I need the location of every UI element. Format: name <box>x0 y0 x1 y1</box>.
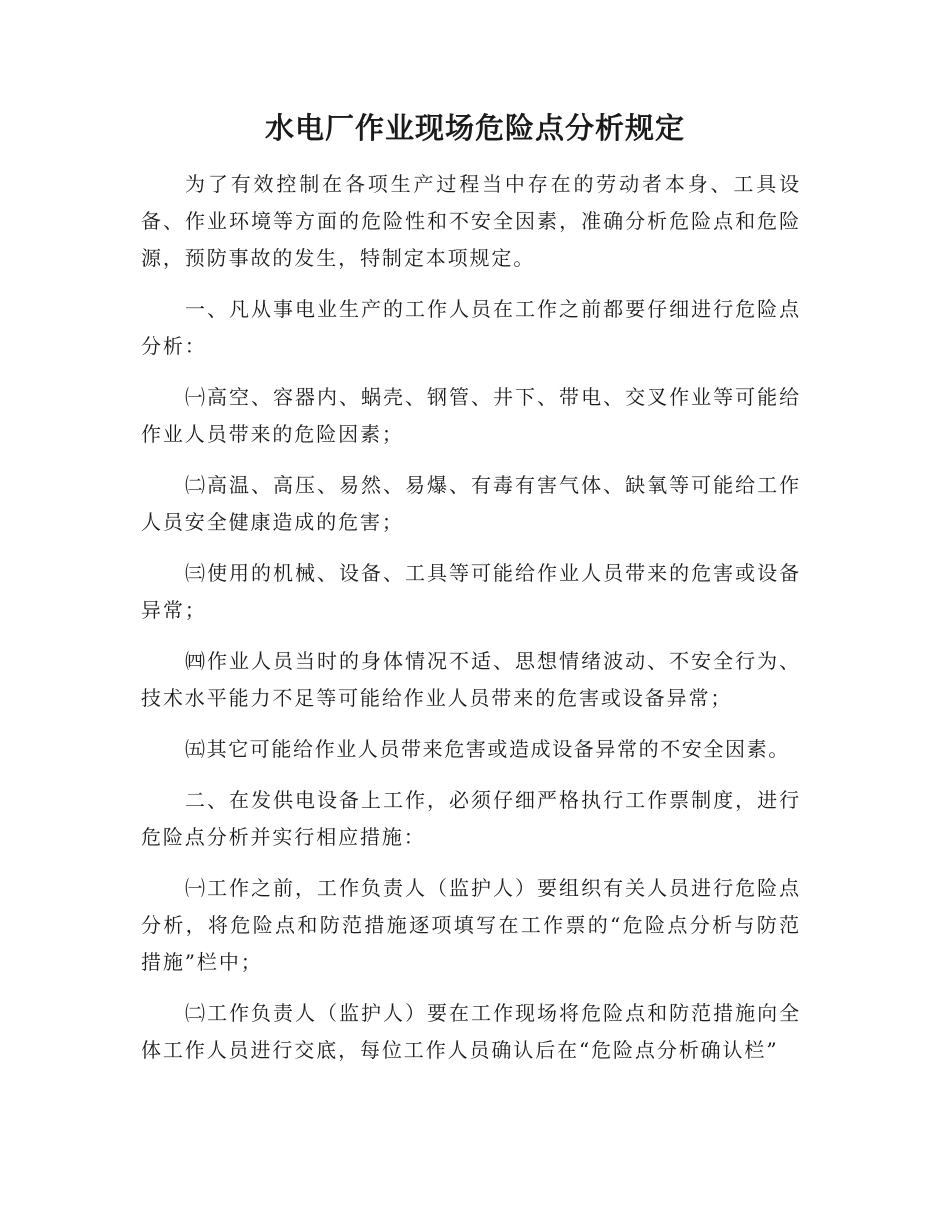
section-1-item-5: ㈤其它可能给作业人员带来危害或造成设备异常的不安全因素。 <box>185 737 790 761</box>
section-1-item-3: ㈢使用的机械、设备、工具等可能给作业人员带来的危害或设备异常； <box>141 561 801 622</box>
document-title: 水电厂作业现场危险点分析规定 <box>264 111 685 145</box>
section-1-item-4: ㈣作业人员当时的身体情况不适、思想情绪波动、不安全行为、技术水平能力不足等可能给作业人员带来的危害或设备异常； <box>141 649 801 710</box>
document-body <box>141 166 801 1083</box>
section-2-heading: 二、在发供电设备上工作，必须仔细严格执行工作票制度，进行危险点分析并实行相应措施： <box>141 788 801 849</box>
section-2-item-2: ㈡工作负责人（监护人）要在工作现场将危险点和防范措施向全体工作人员进行交底，每位工作人员确认后在“危险点分析确认栏” <box>141 1001 801 1062</box>
intro-paragraph: 为了有效控制在各项生产过程当中存在的劳动者本身、工具设备、作业环境等方面的危险性和不安全因素，准确分析危险点和危险源，预防事故的发生，特制定本项规定。 <box>141 172 801 270</box>
section-1-heading: 一、凡从事电业生产的工作人员在工作之前都要仔细进行危险点分析： <box>141 297 801 358</box>
section-1-item-2: ㈡高温、高压、易然、易爆、有毒有害气体、缺氧等可能给工作人员安全健康造成的危害； <box>141 473 801 534</box>
section-1-item-1: ㈠高空、容器内、蜗壳、钢管、井下、带电、交叉作业等可能给作业人员带来的危险因素； <box>141 385 801 446</box>
section-2-item-1: ㈠工作之前，工作负责人（监护人）要组织有关人员进行危险点分析，将危险点和防范措施逐项填写在工作票的“危险点分析与防范措施”栏中； <box>141 876 801 974</box>
